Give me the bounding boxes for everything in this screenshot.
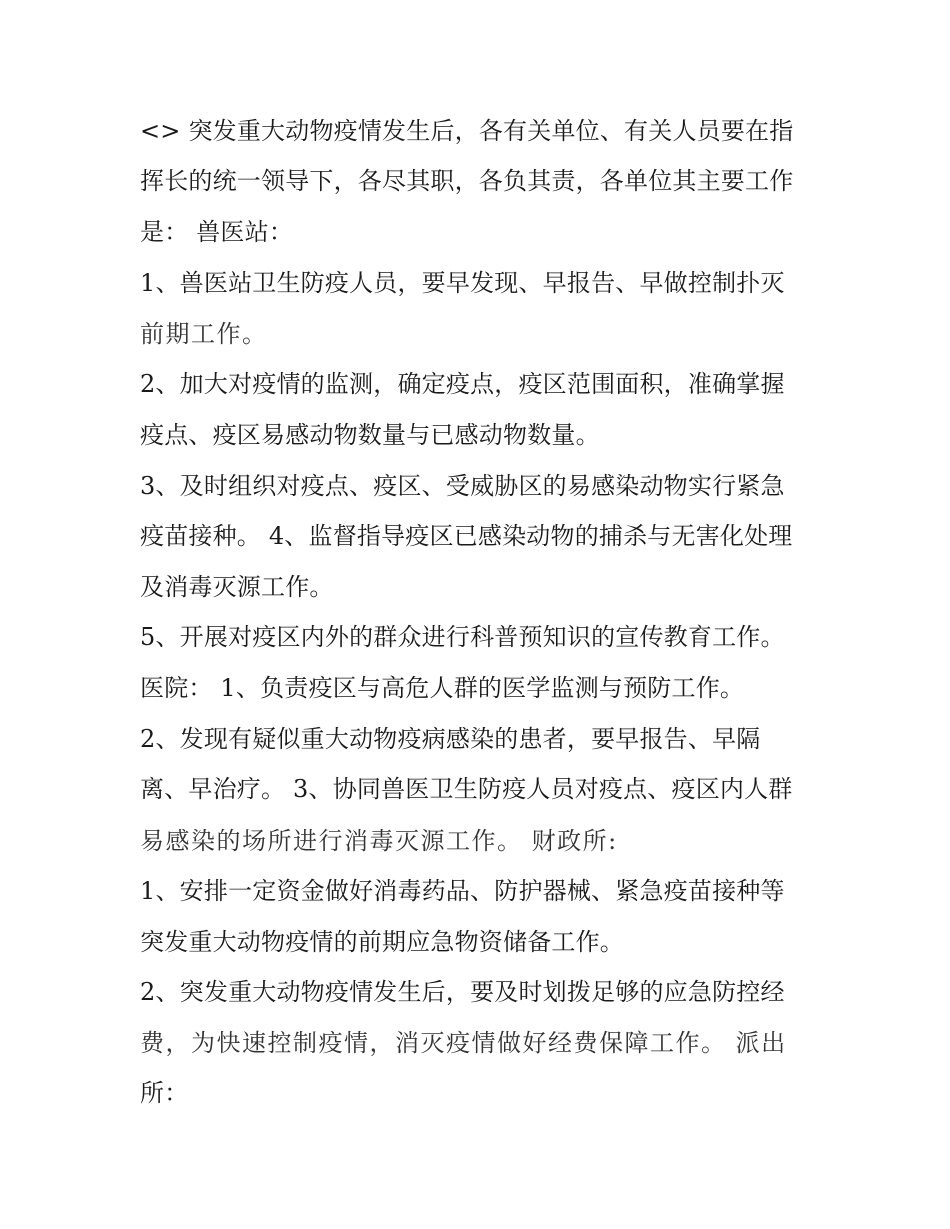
text-line: 费，为快速控制疫情，消灭疫情做好经费保障工作。 派出 bbox=[140, 1029, 787, 1057]
text-line: 2、加大对疫情的监测，确定疫点，疫区范围面积，准确掌握 bbox=[140, 370, 785, 398]
text-line: 2、突发重大动物疫情发生后，要及时划拨足够的应急防控经 bbox=[140, 978, 785, 1006]
text-line: 1、兽医站卫生防疫人员，要早发现、早报告、早做控制扑灭 bbox=[140, 269, 785, 297]
text-line: 易感染的场所进行消毒灭源工作。 财政所: bbox=[140, 827, 618, 855]
text-line: 是： 兽医站： bbox=[140, 218, 294, 246]
text-line: 挥长的统一领导下，各尽其职，各负其责，各单位其主要工作 bbox=[140, 167, 794, 195]
text-line: 医院： 1、负责疫区与高危人群的医学监测与预防工作。 bbox=[140, 674, 745, 702]
text-line: 2、发现有疑似重大动物疫病感染的患者，要早报告、早隔 bbox=[140, 725, 761, 753]
text-line: 所： bbox=[140, 1079, 189, 1107]
text-line: 3、及时组织对疫点、疫区、受威胁区的易感染动物实行紧急 bbox=[140, 472, 785, 500]
text-line: <> 突发重大动物疫情发生后，各有关单位、有关人员要在指 bbox=[140, 117, 794, 145]
text-line: 疫点、疫区易感动物数量与已感动物数量。 bbox=[140, 421, 600, 449]
text-line: 疫苗接种。 4、监督指导疫区已感染动物的捕杀与无害化处理 bbox=[140, 522, 793, 550]
text-line: 1、安排一定资金做好消毒药品、防护器械、紧急疫苗接种等 bbox=[140, 877, 785, 905]
text-line: 前期工作。 bbox=[140, 320, 268, 348]
text-line: 突发重大动物疫情的前期应急物资储备工作。 bbox=[140, 928, 624, 956]
text-line: 5、开展对疫区内外的群众进行科普预知识的宣传教育工作。 bbox=[140, 623, 785, 651]
text-line: 及消毒灭源工作。 bbox=[140, 573, 334, 601]
text-line: 离、早治疗。 3、协同兽医卫生防疫人员对疫点、疫区内人群 bbox=[140, 775, 793, 803]
